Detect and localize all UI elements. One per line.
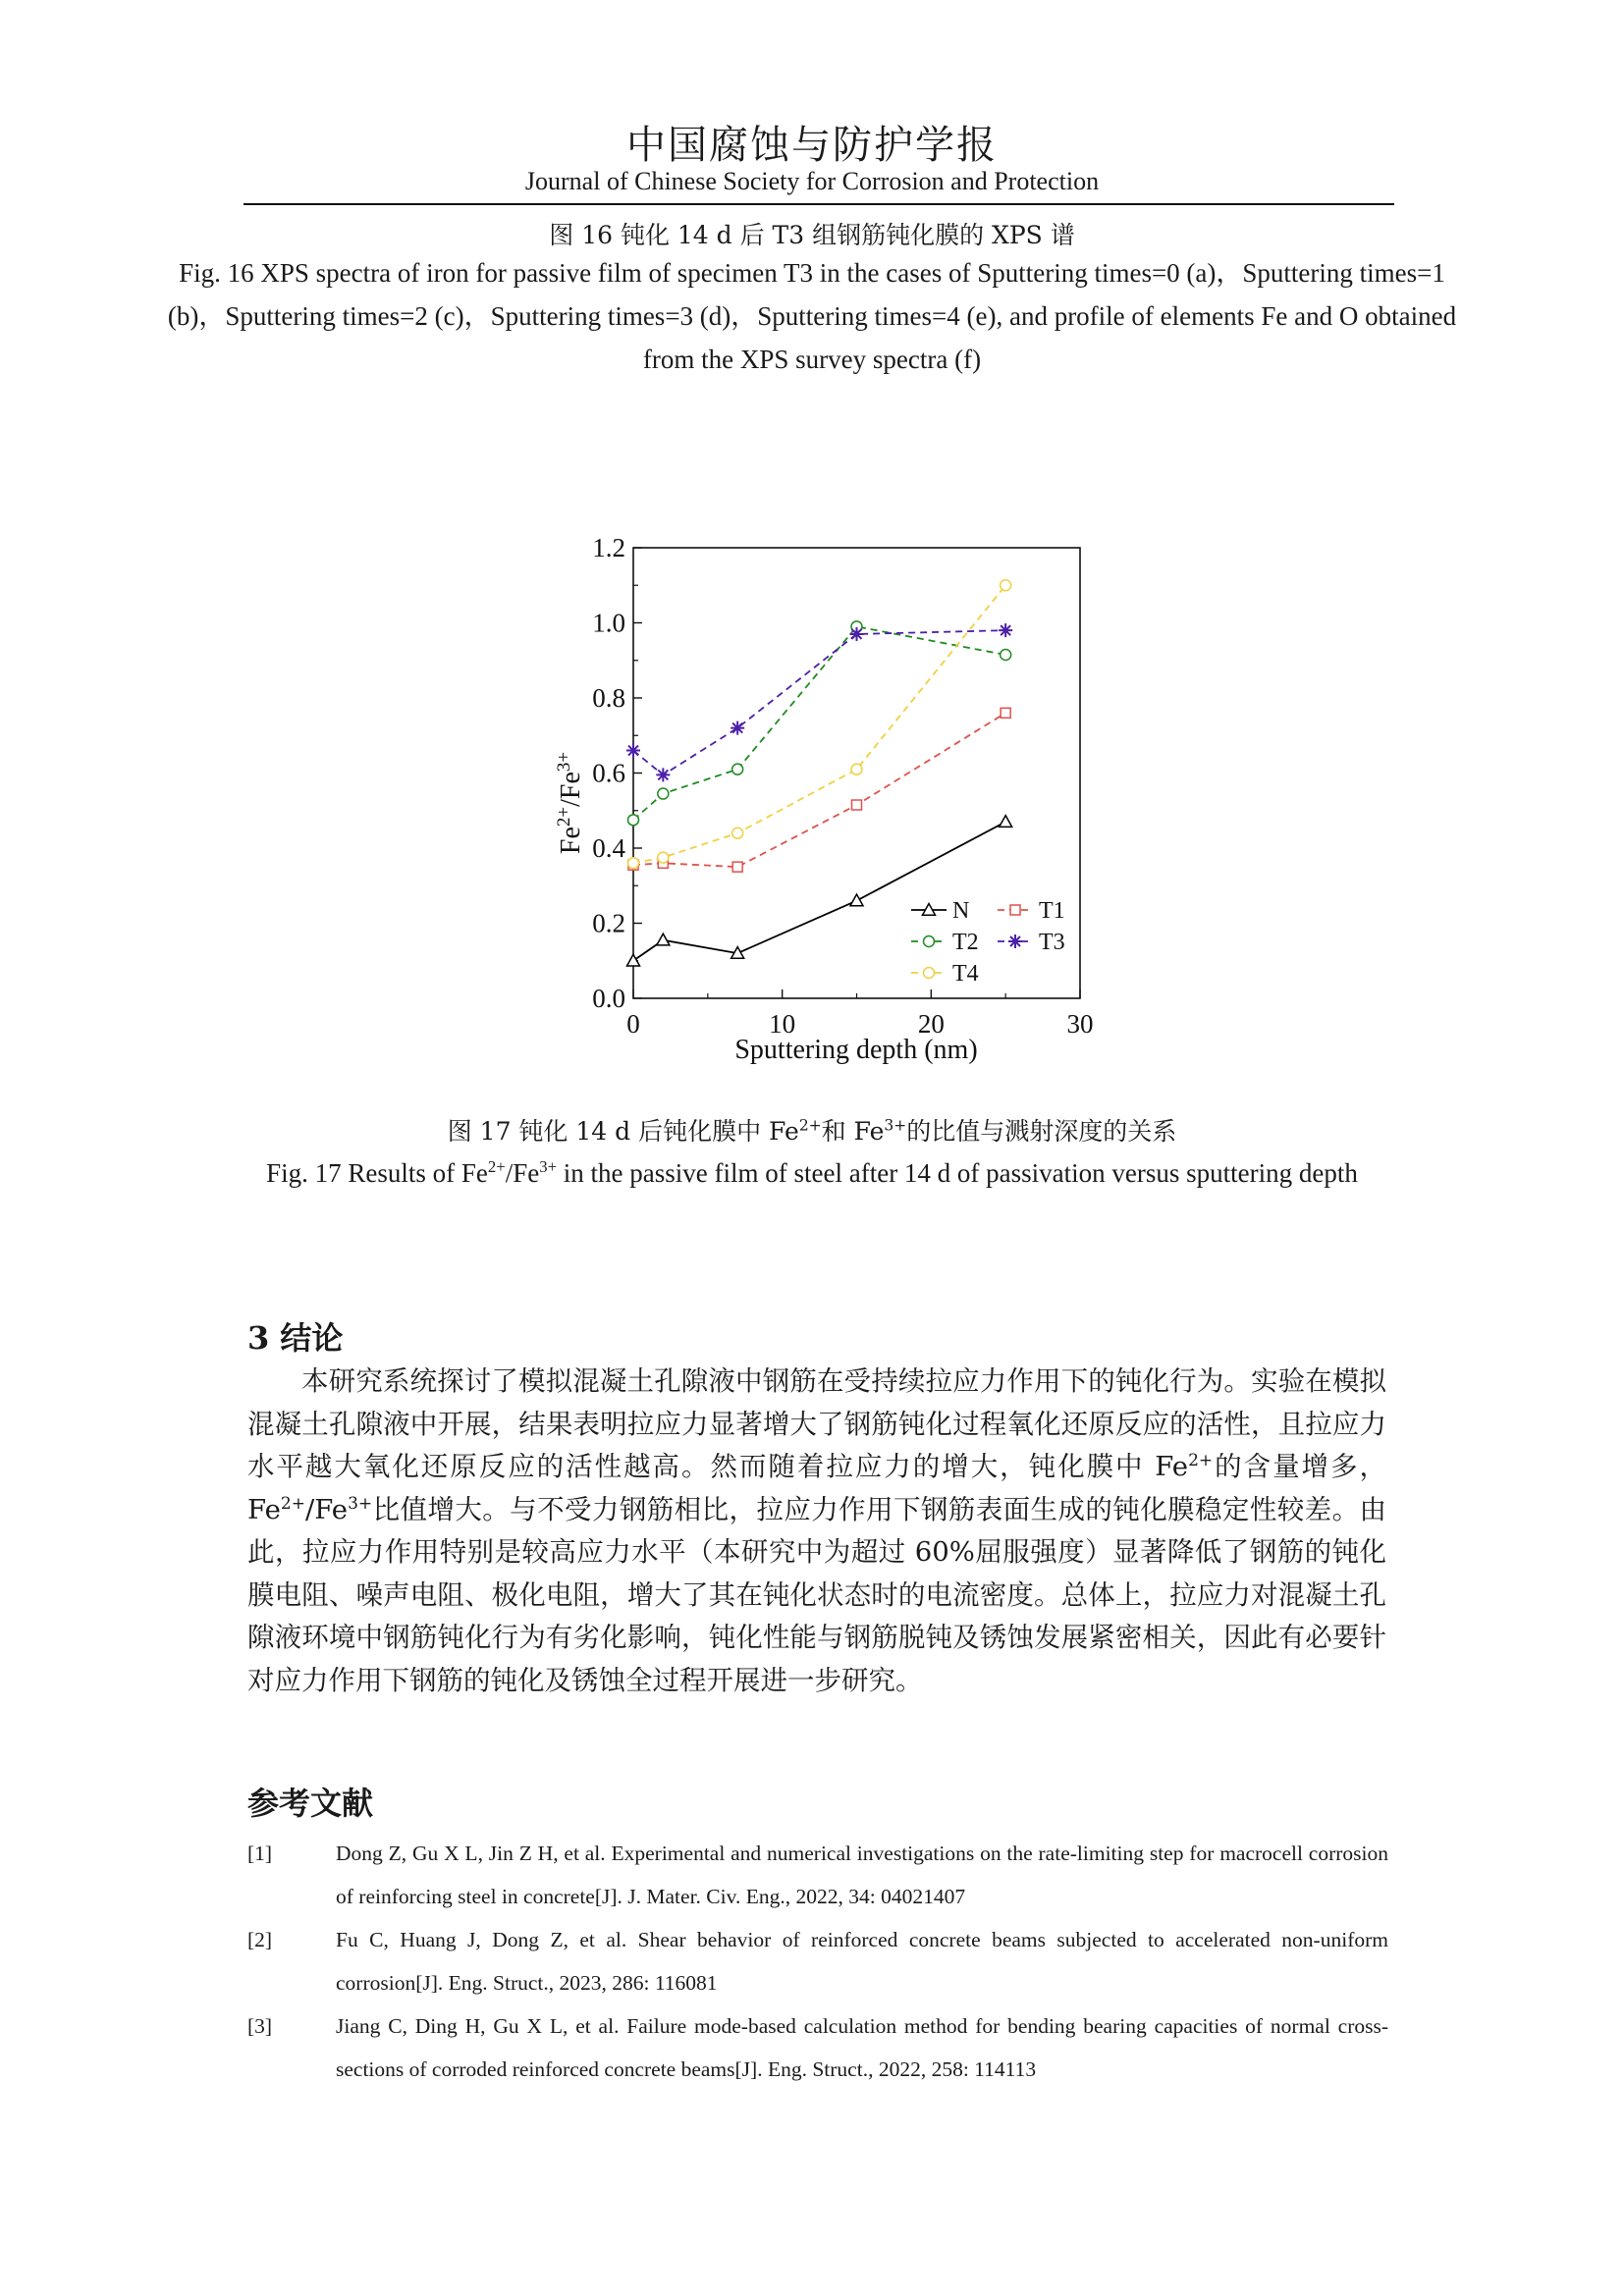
data-point-t2	[628, 815, 639, 826]
data-point-t2	[732, 764, 743, 774]
header-rule	[244, 203, 1394, 205]
conclusion-paragraph: 本研究系统探讨了模拟混凝土孔隙液中钢筋在受持续拉应力作用下的钝化行为。实验在模拟混凝土孔隙液中开展，结果表明拉应力显著增大了钢筋钝化过程氧化还原反应的活性，且拉应力水平越大氧化还原反应的活性越高。然而随着拉应力的增大，钝化膜中 $Fe^{2+}$的含量增多，$Fe^{2+}/Fe^{3+}$比值增大。与不受力钢筋相比，拉应力作用下钢筋表面生成的钝化膜稳定性较差。由此，拉应力作用特别是较高应力水平（本研究中为超过 60%屈服强度）显著降低了钢筋的钝化膜电阻、噪声电阻、极化电阻，增大了其在钝化状态时的电流密度。总体上，拉应力对混凝土孔隙液环境中钢筋钝化行为有劣化影响，钝化性能与钢筋脱钝及锈蚀发展紧密相关，因此有必要针对应力作用下钢筋的钝化及锈蚀全过程开展进一步研究。	[247, 1365, 1386, 1696]
x-tick-label: 20	[917, 1009, 945, 1039]
data-point-n	[627, 954, 640, 966]
fig17-chart	[530, 520, 1119, 1080]
legend-entry-t3	[998, 930, 1065, 955]
reference-text: Fu C, Huang J, Dong Z, et al. Shear behavior of reinforced concrete beams subjected to accelerated non-uniform corrosion[J]. Eng. Struct., 2023, 286: 116081	[336, 1928, 1388, 1995]
series-line-n	[633, 822, 1005, 961]
y-tick-label: 0.8	[592, 683, 625, 713]
y-tick-label: 0.4	[592, 833, 625, 863]
data-point-t3	[626, 744, 640, 758]
data-point-t2	[658, 788, 669, 799]
data-point-t3	[731, 721, 744, 735]
references-title: 参考文献	[247, 1785, 374, 1822]
legend-label: T3	[1039, 930, 1065, 955]
data-point-t4	[1001, 580, 1011, 591]
journal-title-cn: 中国腐蚀与防护学报	[626, 123, 998, 168]
data-point-t3	[850, 627, 864, 641]
y-tick-label: 0.2	[592, 908, 625, 938]
legend-marker	[924, 968, 935, 979]
series-t2	[628, 621, 1011, 826]
reference-number: [1]	[247, 1842, 273, 1865]
reference-item	[247, 1918, 1388, 2004]
legend-entry-n	[911, 898, 969, 924]
legend-label: T1	[1039, 898, 1065, 924]
legend-label: T2	[952, 930, 979, 955]
y-tick-label: 0.6	[592, 758, 625, 788]
fig17-caption-en: Fig. 17 Results of $Fe^{2+}/Fe^{3+}$ in the passive film of steel after 14 d of passivation versus sputtering depth	[266, 1157, 1358, 1188]
reference-number: [2]	[247, 1928, 273, 1951]
data-point-t3	[999, 623, 1012, 637]
fig16-caption-en: Fig. 16 XPS spectra of iron for passive film of specimen T3 in the cases of Sputtering times=0 (a)，Sputtering times=1 (b)，Sputtering times=2 (c)，Sputtering times=3 (d)，Sputtering times=4 (e), and profile of elements Fe and O obtained from the XPS survey spectra (f)	[167, 258, 1457, 374]
legend-marker	[924, 936, 935, 947]
legend-marker	[1008, 934, 1022, 948]
data-point-t4	[851, 764, 862, 774]
reference-item	[247, 1832, 1388, 1918]
data-point-n	[1000, 816, 1012, 828]
legend-entry-t1	[998, 898, 1065, 924]
series-t3	[626, 623, 1012, 781]
legend-label: T4	[952, 961, 979, 987]
series-line-t4	[633, 585, 1005, 863]
reference-number: [3]	[247, 2014, 273, 2038]
y-axis-label: $Fe^{2+}/Fe^{3+}$	[554, 751, 586, 855]
fig16-caption-cn: 图 16 钝化 14 d 后 T3 组钢筋钝化膜的 XPS 谱	[549, 221, 1075, 249]
data-point-t4	[658, 852, 669, 863]
x-tick-label: 10	[769, 1009, 796, 1039]
x-tick-label: 30	[1066, 1009, 1094, 1039]
y-tick-label: 1.0	[592, 608, 625, 638]
reference-text: Dong Z, Gu X L, Jin Z H, et al. Experimental and numerical investigations on the rate-limiting step for macrocell corrosion of reinforcing steel in concrete[J]. J. Mater. Civ. Eng., 2022, 34: 04021407	[336, 1842, 1388, 1908]
fig17-caption-cn: 图 17 钝化 14 d 后钝化膜中 $Fe^{2+}$和 $Fe^{3+}$的比值与溅射深度的关系	[447, 1116, 1177, 1146]
journal-title-en: Journal of Chinese Society for Corrosion and Protection	[524, 167, 1100, 195]
reference-item	[247, 2004, 1388, 2091]
data-point-t3	[656, 768, 670, 781]
data-point-t1	[1001, 708, 1010, 718]
x-axis-label: Sputtering depth (nm)	[734, 1035, 978, 1065]
data-point-n	[850, 894, 863, 906]
section-title-conclusion: 3 结论	[247, 1319, 344, 1357]
data-point-t4	[628, 858, 639, 869]
legend-label: N	[952, 898, 970, 924]
series-t4	[628, 580, 1011, 869]
data-point-t2	[1001, 650, 1011, 661]
legend-entry-t2	[911, 930, 979, 955]
reference-text: Jiang C, Ding H, Gu X L, et al. Failure mode-based calculation method for bending bearing capacities of normal cross-sections of corroded reinforced concrete beams[J]. Eng. Struct., 2022, 258: 114113	[336, 2014, 1388, 2081]
legend-entry-t4	[911, 961, 979, 987]
series-line-t3	[633, 630, 1005, 774]
data-point-t1	[732, 862, 742, 872]
y-tick-label: 0.0	[592, 984, 625, 1013]
data-point-n	[657, 934, 670, 945]
x-tick-label: 0	[626, 1009, 640, 1039]
legend-marker	[1010, 905, 1020, 915]
data-point-t1	[852, 800, 862, 810]
y-tick-label: 1.2	[592, 533, 625, 562]
data-point-t4	[732, 828, 743, 838]
